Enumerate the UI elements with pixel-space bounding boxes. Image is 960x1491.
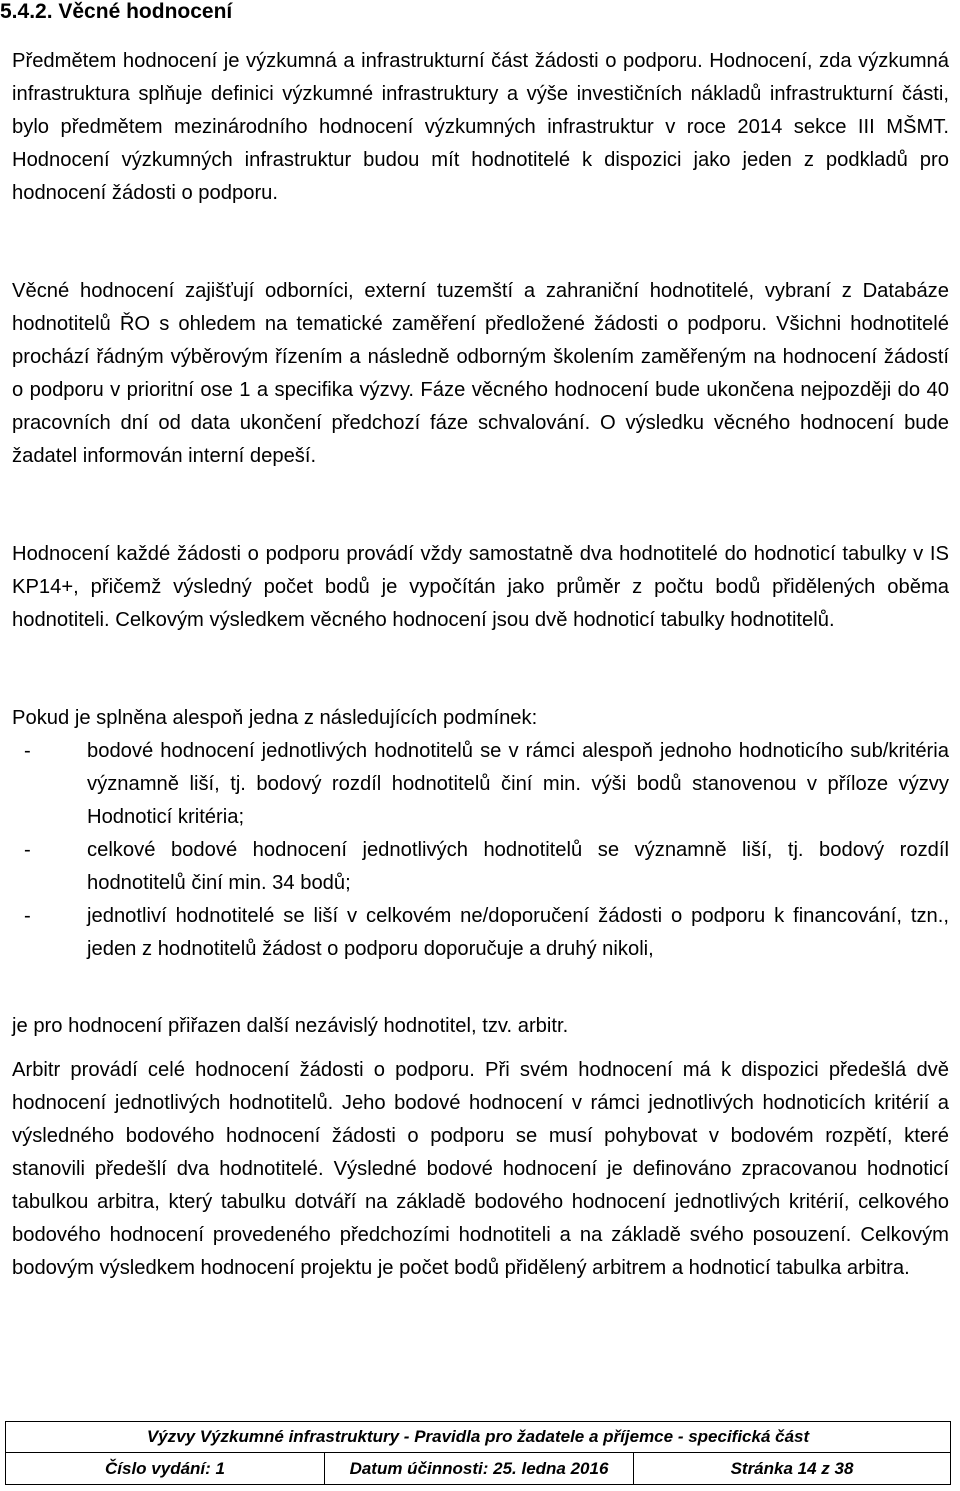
footer-page-number: Stránka 14 z 38	[730, 1459, 854, 1478]
paragraph-conditions-intro: Pokud je splněna alespoň jedna z následujících podmínek:	[12, 707, 538, 729]
footer-issue-number: Číslo vydání: 1	[6, 1453, 325, 1484]
footer-info-row	[6, 1453, 950, 1484]
conditions-list	[12, 735, 949, 966]
bullet-dash: -	[24, 905, 31, 927]
paragraph-evaluation-process: Hodnocení každé žádosti o podporu provádí vždy samostatně dva hodnotitelé do hodnoticí tabulky v IS KP14+, přičemž výsledný počet bodů je vypočítán jako průměr z počtu bodů přidělených oběma hodnotiteli. Celkovým výsledkem věcného hodnocení jsou dvě hodnoticí tabulky hodnotitelů.	[12, 543, 949, 631]
footer-effective-date: Datum účinnosti: 25. ledna 2016	[325, 1453, 634, 1484]
paragraph-subject: Předmětem hodnocení je výzkumná a infrastrukturní část žádosti o podporu. Hodnocení, zda výzkumná infrastruktura splňuje definici výzkumné infrastruktury a výše investičních nákladů infrastrukturní části, bylo předmětem mezinárodního hodnocení výzkumných infrastruktur v roce 2014 sekce III MŠMT. Hodnocení výzkumných infrastruktur budou mít hodnotitelé k dispozici jako jeden z podkladů pro hodnocení žádosti o podporu.	[12, 50, 949, 204]
paragraph-evaluators: Věcné hodnocení zajišťují odborníci, externí tuzemští a zahraniční hodnotitelé, vybraní z Databáze hodnotitelů ŘO s ohledem na tematické zaměření předložené žádosti o podporu. Všichni hodnotitelé prochází řádným výběrovým řízením a následně odborným školením zaměřeným na hodnocení žádostí o podporu v prioritní ose 1 a specifika výzvy. Fáze věcného hodnocení bude ukončena nejpozději do 40 pracovních dní od data ukončení předchozí fáze schvalování. O výsledku věcného hodnocení bude žadatel informován interní depeší.	[12, 280, 949, 467]
bullet-dash: -	[24, 740, 31, 762]
list-item	[12, 834, 949, 900]
page-footer	[5, 1421, 951, 1485]
list-item-text: celkové bodové hodnocení jednotlivých hodnotitelů se významně liší, tj. bodový rozdíl hodnotitelů činí min. 34 bodů;	[87, 839, 949, 894]
list-item-text: jednotliví hodnotitelé se liší v celkovém ne/doporučení žádosti o podporu k financování, tzn., jeden z hodnotitelů žádost o podporu doporučuje a druhý nikoli,	[87, 905, 949, 960]
paragraph-arbiter-role: Arbitr provádí celé hodnocení žádosti o podporu. Při svém hodnocení má k dispozici předešlá dvě hodnocení jednotlivých hodnotitelů. Jeho bodové hodnocení v rámci jednotlivých hodnoticích kritérií a výsledného bodového hodnocení žádosti o podporu se musí pohybovat v bodovém rozpětí, které stanovili předešlí dva hodnotitelé. Výsledné bodové hodnocení je definováno zpracovanou hodnoticí tabulkou arbitra, který tabulku dotváří na základě bodového hodnocení jednotlivých kritérií, celkového bodového hodnocení provedeného předchozími hodnotiteli a na základě svého posouzení. Celkovým bodovým výsledkem hodnocení projektu je počet bodů přidělený arbitrem a hodnoticí tabulka arbitra.	[12, 1059, 949, 1279]
paragraph-arbiter-assignment: je pro hodnocení přiřazen další nezávislý hodnotitel, tzv. arbitr.	[12, 1015, 569, 1037]
section-heading: 5.4.2. Věcné hodnocení	[0, 0, 233, 23]
list-item	[12, 900, 949, 966]
footer-title: Výzvy Výzkumné infrastruktury - Pravidla pro žadatele a příjemce - specifická část	[6, 1422, 950, 1453]
bullet-dash: -	[24, 839, 31, 861]
list-item-text: bodové hodnocení jednotlivých hodnotitelů se v rámci alespoň jednoho hodnoticího sub/kritéria významně liší, tj. bodový rozdíl hodnotitelů činí min. výši bodů stanovenou v příloze výzvy Hodnoticí kritéria;	[87, 740, 949, 828]
list-item	[12, 735, 949, 834]
